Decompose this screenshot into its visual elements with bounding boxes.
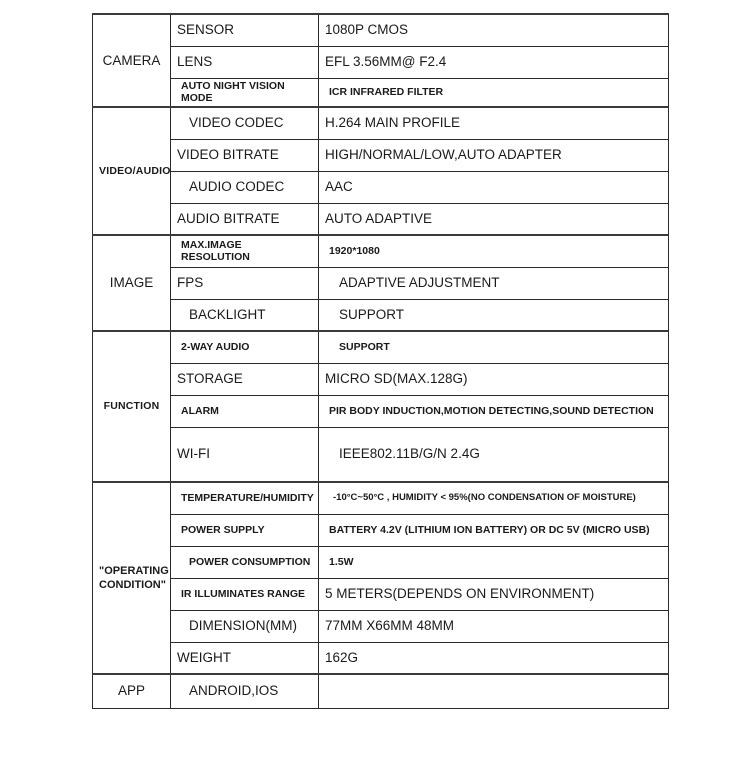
- category-cell: "OPERATING CONDITION": [93, 482, 171, 674]
- spec-item-cell: 2-WAY AUDIO: [171, 331, 319, 363]
- spec-value-cell: EFL 3.56MM@ F2.4: [319, 46, 669, 78]
- table-row: [93, 331, 669, 363]
- table-row: [93, 427, 669, 482]
- table-row: [93, 46, 669, 78]
- table-row: [93, 203, 669, 235]
- category-cell: APP: [93, 674, 171, 708]
- spec-value-cell: AUTO ADAPTIVE: [319, 203, 669, 235]
- table-row: [93, 363, 669, 395]
- category-cell: CAMERA: [93, 14, 171, 107]
- spec-value-cell: H.264 MAIN PROFILE: [319, 107, 669, 139]
- spec-item-cell: AUTO NIGHT VISION MODE: [171, 78, 319, 107]
- category-cell: IMAGE: [93, 235, 171, 331]
- spec-value-cell: MICRO SD(MAX.128G): [319, 363, 669, 395]
- table-row: [93, 235, 669, 267]
- table-row: [93, 482, 669, 514]
- spec-item-cell: FPS: [171, 267, 319, 299]
- spec-item-cell: MAX.IMAGE RESOLUTION: [171, 235, 319, 267]
- specification-table: [92, 13, 669, 709]
- specification-table-body: [93, 14, 669, 708]
- category-cell: FUNCTION: [93, 331, 171, 482]
- spec-item-cell: IR ILLUMINATES RANGE: [171, 578, 319, 610]
- table-row: [93, 299, 669, 331]
- table-row: [93, 674, 669, 708]
- table-row: [93, 514, 669, 546]
- table-row: [93, 14, 669, 46]
- category-cell: VIDEO/AUDIO: [93, 107, 171, 235]
- spec-item-cell: SENSOR: [171, 14, 319, 46]
- spec-value-cell: 1080P CMOS: [319, 14, 669, 46]
- table-row: [93, 139, 669, 171]
- table-row: [93, 395, 669, 427]
- spec-value-cell: 1920*1080: [319, 235, 669, 267]
- spec-value-cell: 77MM X66MM 48MM: [319, 610, 669, 642]
- spec-value-cell: HIGH/NORMAL/LOW,AUTO ADAPTER: [319, 139, 669, 171]
- table-row: [93, 610, 669, 642]
- specification-table-container: [92, 13, 668, 709]
- spec-item-cell: ANDROID,IOS: [171, 674, 319, 708]
- spec-item-cell: DIMENSION(MM): [171, 610, 319, 642]
- spec-item-cell: POWER CONSUMPTION: [171, 546, 319, 578]
- spec-item-cell: AUDIO BITRATE: [171, 203, 319, 235]
- spec-value-cell: ADAPTIVE ADJUSTMENT: [319, 267, 669, 299]
- table-row: [93, 171, 669, 203]
- spec-value-cell: IEEE802.11B/G/N 2.4G: [319, 427, 669, 482]
- spec-value-cell: SUPPORT: [319, 299, 669, 331]
- table-row: [93, 267, 669, 299]
- table-row: [93, 546, 669, 578]
- spec-item-cell: AUDIO CODEC: [171, 171, 319, 203]
- spec-item-cell: TEMPERATURE/HUMIDITY: [171, 482, 319, 514]
- table-row: [93, 107, 669, 139]
- spec-value-cell: AAC: [319, 171, 669, 203]
- spec-item-cell: BACKLIGHT: [171, 299, 319, 331]
- spec-value-cell: PIR BODY INDUCTION,MOTION DETECTING,SOUND DETECTION: [319, 395, 669, 427]
- spec-value-cell: 1.5W: [319, 546, 669, 578]
- spec-item-cell: VIDEO CODEC: [171, 107, 319, 139]
- spec-item-cell: VIDEO BITRATE: [171, 139, 319, 171]
- spec-value-cell: SUPPORT: [319, 331, 669, 363]
- table-row: [93, 642, 669, 674]
- table-row: [93, 578, 669, 610]
- spec-item-cell: WEIGHT: [171, 642, 319, 674]
- spec-value-cell: 5 METERS(DEPENDS ON ENVIRONMENT): [319, 578, 669, 610]
- spec-value-cell: -10°C~50°C , HUMIDITY < 95%(NO CONDENSATION OF MOISTURE): [319, 482, 669, 514]
- spec-value-cell: 162G: [319, 642, 669, 674]
- spec-value-cell: BATTERY 4.2V (LITHIUM ION BATTERY) OR DC 5V (MICRO USB): [319, 514, 669, 546]
- spec-value-cell: [319, 674, 669, 708]
- spec-item-cell: LENS: [171, 46, 319, 78]
- spec-item-cell: ALARM: [171, 395, 319, 427]
- spec-item-cell: POWER SUPPLY: [171, 514, 319, 546]
- spec-value-cell: ICR INFRARED FILTER: [319, 78, 669, 107]
- spec-item-cell: WI-FI: [171, 427, 319, 482]
- spec-item-cell: STORAGE: [171, 363, 319, 395]
- table-row: [93, 78, 669, 107]
